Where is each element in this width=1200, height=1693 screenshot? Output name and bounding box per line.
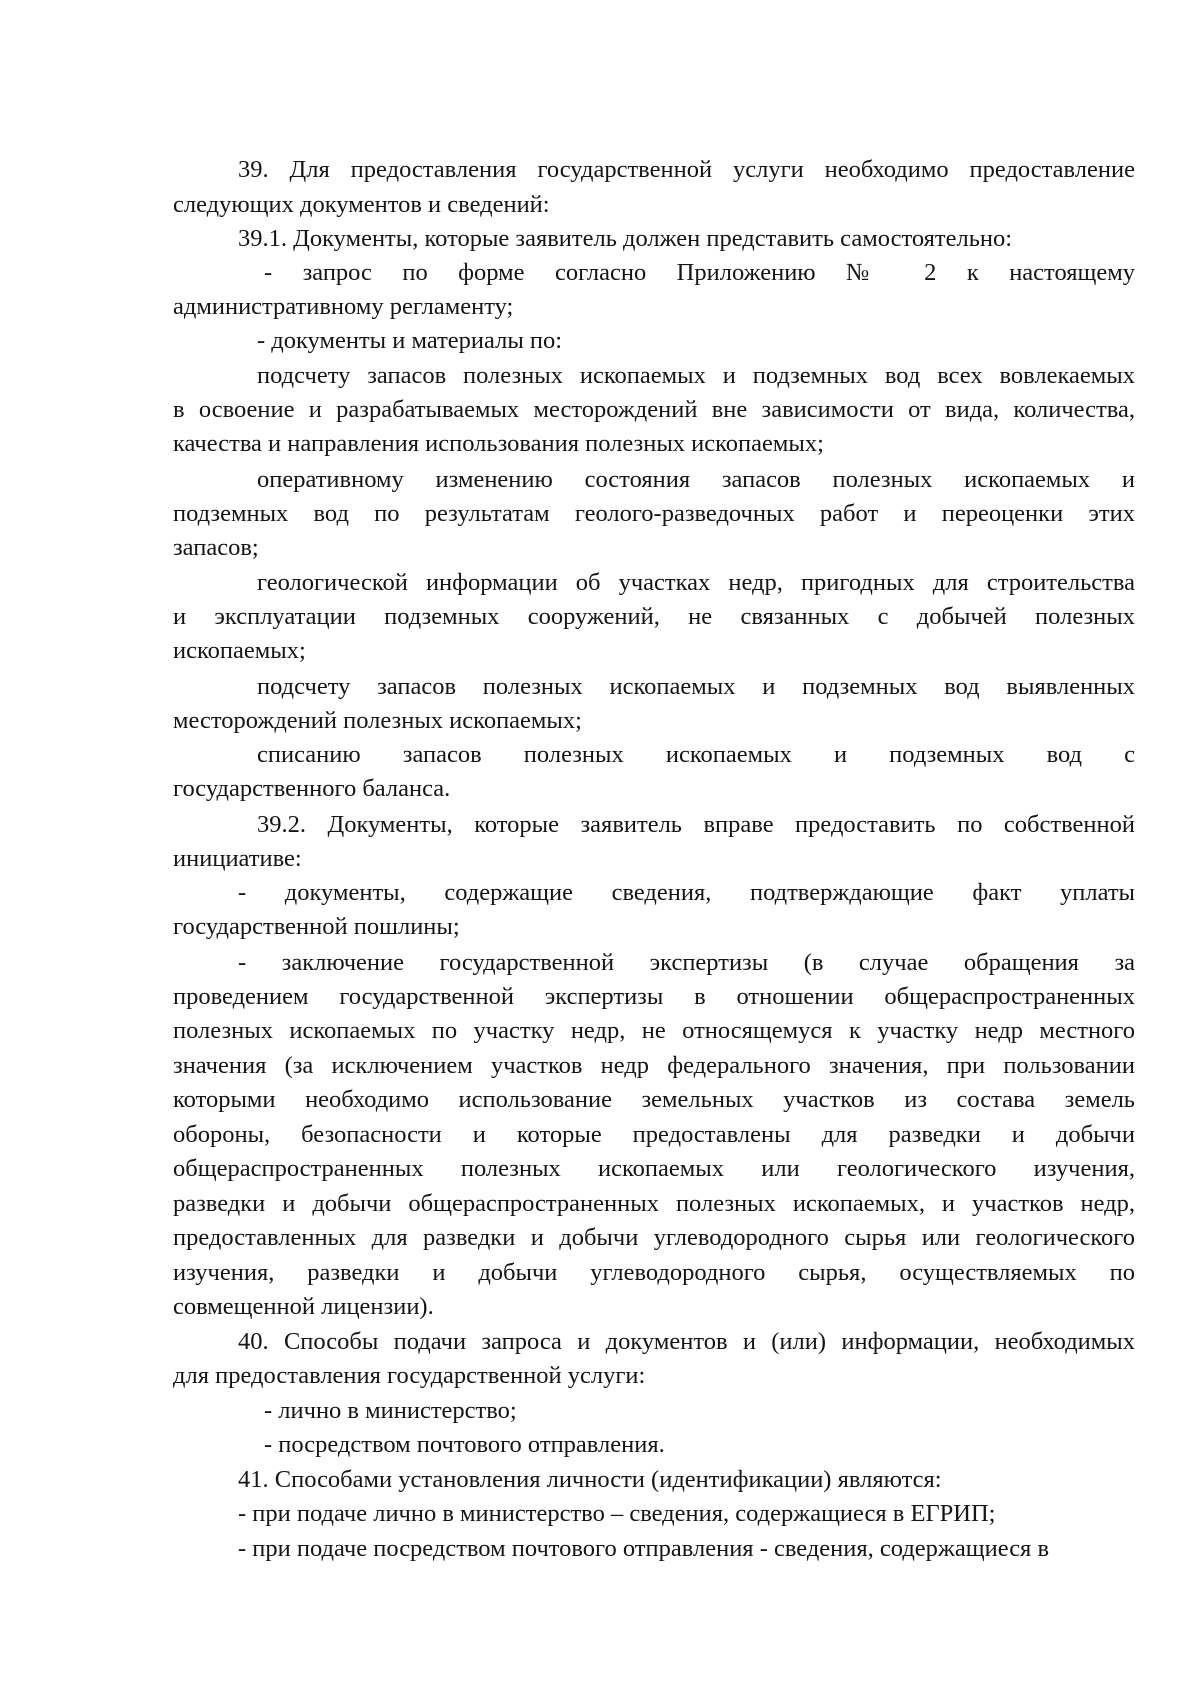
subitem-writeoff-line-2: государственного баланса. [173,775,451,802]
list-item-expertise-line-10: изучения, разведки и добычи углеводородного сырья, осуществляемых по [173,1259,1135,1286]
list-item-payment-line-1: - документы, содержащие сведения, подтверждающие факт уплаты [238,879,1135,906]
list-item-expertise-line-1: - заключение государственной экспертизы (в случае обращения за [238,949,1135,976]
subitem-identified-line-2: месторождений полезных ископаемых; [173,707,582,734]
list-item-expertise-line-5: которыми необходимо использование земельных участков из состава земель [173,1086,1135,1113]
subitem-reserves-line-3: качества и направления использования полезных ископаемых; [173,430,824,457]
paragraph-39-2-line-1: 39.2. Документы, которые заявитель вправе предоставить по собственной [257,811,1135,838]
list-item-request-line-1: - запрос по форме согласно Приложению № 2 к настоящему [264,259,1135,286]
list-item-identification-in-person: - при подаче лично в министерство – сведения, содержащиеся в ЕГРИП; [238,1500,996,1527]
list-item-expertise-line-3: полезных ископаемых по участку недр, не относящемуся к участку недр местного [173,1017,1135,1044]
paragraph-39-line-1: 39. Для предоставления государственной услуги необходимо предоставление [238,156,1135,183]
subitem-geological-line-3: ископаемых; [173,637,306,664]
list-item-expertise-line-6: обороны, безопасности и которые предоставлены для разведки и добычи [173,1121,1135,1148]
list-item-expertise-line-11: совмещенной лицензии). [173,1293,434,1320]
subitem-operational-line-3: запасов; [173,534,259,561]
list-item-expertise-line-8: разведки и добычи общераспространенных полезных ископаемых, и участков недр, [173,1190,1135,1217]
list-item-expertise-line-4: значения (за исключением участков недр федерального значения, при пользовании [173,1052,1135,1079]
paragraph-40-line-1: 40. Способы подачи запроса и документов и (или) информации, необходимых [238,1328,1135,1355]
subitem-reserves-line-1: подсчету запасов полезных ископаемых и подземных вод всех вовлекаемых [257,362,1135,389]
list-item-documents: - документы и материалы по: [257,327,563,354]
paragraph-41-heading: 41. Способами установления личности (идентификации) являются: [238,1466,942,1493]
subitem-identified-line-1: подсчету запасов полезных ископаемых и подземных вод выявленных [257,673,1135,700]
paragraph-39-line-2: следующих документов и сведений: [173,191,550,218]
list-item-in-person: - лично в министерство; [264,1397,517,1424]
list-item-expertise-line-9: предоставленных для разведки и добычи углеводородного сырья или геологического [173,1224,1135,1251]
subitem-reserves-line-2: в освоение и разрабатываемых месторождений вне зависимости от вида, количества, [173,396,1135,423]
list-item-by-post: - посредством почтового отправления. [264,1431,665,1458]
paragraph-39-2-line-2: инициативе: [173,845,302,872]
list-item-identification-by-post: - при подаче посредством почтового отправления - сведения, содержащиеся в [238,1535,1050,1562]
subitem-operational-line-2: подземных вод по результатам геолого-разведочных работ и переоценки этих [173,500,1135,527]
subitem-writeoff-line-1: списанию запасов полезных ископаемых и подземных вод с [257,741,1135,768]
subitem-geological-line-2: и эксплуатации подземных сооружений, не связанных с добычей полезных [173,603,1135,630]
paragraph-39-1-heading: 39.1. Документы, которые заявитель должен представить самостоятельно: [238,225,1013,252]
paragraph-40-line-2: для предоставления государственной услуги: [173,1362,646,1389]
list-item-payment-line-2: государственной пошлины; [173,913,460,940]
list-item-request-line-2: административному регламенту; [173,293,514,320]
subitem-geological-line-1: геологической информации об участках недр, пригодных для строительства [257,569,1135,596]
subitem-operational-line-1: оперативному изменению состояния запасов полезных ископаемых и [257,466,1135,493]
list-item-expertise-line-7: общераспространенных полезных ископаемых или геологического изучения, [173,1155,1135,1182]
list-item-expertise-line-2: проведением государственной экспертизы в отношении общераспространенных [173,983,1135,1010]
